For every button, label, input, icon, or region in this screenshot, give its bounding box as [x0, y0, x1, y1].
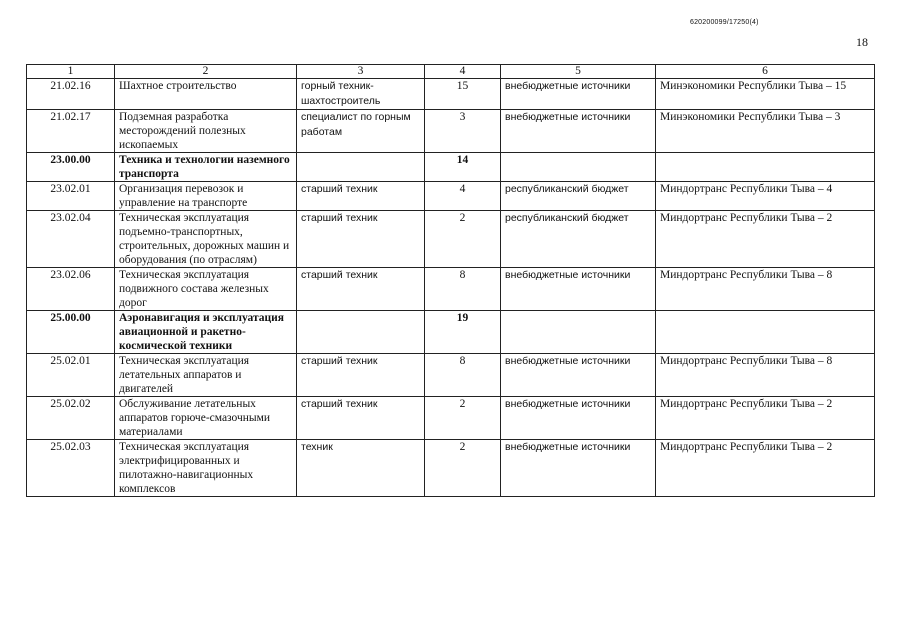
source-cell: внебюджетные источники [501, 440, 656, 497]
qualification-cell: старший техник [297, 354, 425, 397]
code-cell: 23.02.06 [27, 268, 115, 311]
qualification-cell [297, 311, 425, 354]
source-cell: внебюджетные источники [501, 354, 656, 397]
qualification-cell [297, 153, 425, 182]
ministry-cell: Миндортранс Республики Тыва – 8 [656, 354, 875, 397]
source-cell: республиканский бюджет [501, 211, 656, 268]
source-cell: внебюджетные источники [501, 397, 656, 440]
ministry-cell: Миндортранс Республики Тыва – 4 [656, 182, 875, 211]
ministry-cell: Миндортранс Республики Тыва – 2 [656, 397, 875, 440]
column-header: 3 [297, 65, 425, 79]
qualification-cell: старший техник [297, 211, 425, 268]
group-row [27, 311, 875, 354]
count-cell: 14 [425, 153, 501, 182]
column-header: 1 [27, 65, 115, 79]
source-cell: внебюджетные источники [501, 110, 656, 153]
ministry-cell: Минэкономики Республики Тыва – 15 [656, 79, 875, 110]
ministry-cell [656, 153, 875, 182]
count-cell: 2 [425, 211, 501, 268]
name-cell: Шахтное строительство [115, 79, 297, 110]
source-cell: внебюджетные источники [501, 268, 656, 311]
column-header: 6 [656, 65, 875, 79]
qualification-cell: техник [297, 440, 425, 497]
page-number: 18 [856, 35, 868, 49]
name-cell: Техническая эксплуатация летательных аппаратов и двигателей [115, 354, 297, 397]
source-cell [501, 153, 656, 182]
ministry-cell: Миндортранс Республики Тыва – 2 [656, 440, 875, 497]
code-cell: 23.02.01 [27, 182, 115, 211]
data-table [26, 64, 875, 497]
source-cell [501, 311, 656, 354]
column-header: 4 [425, 65, 501, 79]
count-cell: 8 [425, 354, 501, 397]
count-cell: 2 [425, 440, 501, 497]
count-cell: 15 [425, 79, 501, 110]
group-row [27, 153, 875, 182]
name-cell: Организация перевозок и управление на транспорте [115, 182, 297, 211]
qualification-cell: старший техник [297, 268, 425, 311]
code-cell: 25.02.02 [27, 397, 115, 440]
code-cell: 23.00.00 [27, 153, 115, 182]
qualification-cell: горный техник-шахтостроитель [297, 79, 425, 110]
table-row [27, 268, 875, 311]
table-row [27, 440, 875, 497]
table-row [27, 110, 875, 153]
count-cell: 19 [425, 311, 501, 354]
table-row [27, 211, 875, 268]
name-cell: Техническая эксплуатация подвижного состава железных дорог [115, 268, 297, 311]
code-cell: 25.02.03 [27, 440, 115, 497]
column-header: 5 [501, 65, 656, 79]
name-cell: Техническая эксплуатация подъемно-транспортных, строительных, дорожных машин и оборудования (по отраслям) [115, 211, 297, 268]
qualification-cell: старший техник [297, 397, 425, 440]
count-cell: 8 [425, 268, 501, 311]
ministry-cell [656, 311, 875, 354]
source-cell: республиканский бюджет [501, 182, 656, 211]
table-row [27, 354, 875, 397]
qualification-cell: специалист по горным работам [297, 110, 425, 153]
code-cell: 21.02.16 [27, 79, 115, 110]
table-row [27, 79, 875, 110]
qualification-cell: старший техник [297, 182, 425, 211]
count-cell: 4 [425, 182, 501, 211]
name-cell: Техническая эксплуатация электрифицированных и пилотажно-навигационных комплексов [115, 440, 297, 497]
name-cell: Подземная разработка месторождений полезных ископаемых [115, 110, 297, 153]
ministry-cell: Миндортранс Республики Тыва – 2 [656, 211, 875, 268]
header-row [27, 65, 875, 79]
ministry-cell: Минэкономики Республики Тыва – 3 [656, 110, 875, 153]
code-cell: 25.02.01 [27, 354, 115, 397]
name-cell: Техника и технологии наземного транспорта [115, 153, 297, 182]
code-cell: 25.00.00 [27, 311, 115, 354]
name-cell: Аэронавигация и эксплуатация авиационной и ракетно-космической техники [115, 311, 297, 354]
source-cell: внебюджетные источники [501, 79, 656, 110]
count-cell: 2 [425, 397, 501, 440]
column-header: 2 [115, 65, 297, 79]
name-cell: Обслуживание летательных аппаратов горюче-смазочными материалами [115, 397, 297, 440]
code-cell: 21.02.17 [27, 110, 115, 153]
count-cell: 3 [425, 110, 501, 153]
table-row [27, 397, 875, 440]
ministry-cell: Миндортранс Республики Тыва – 8 [656, 268, 875, 311]
table-row [27, 182, 875, 211]
code-cell: 23.02.04 [27, 211, 115, 268]
document-id: 620200099/17250(4) [690, 19, 759, 26]
